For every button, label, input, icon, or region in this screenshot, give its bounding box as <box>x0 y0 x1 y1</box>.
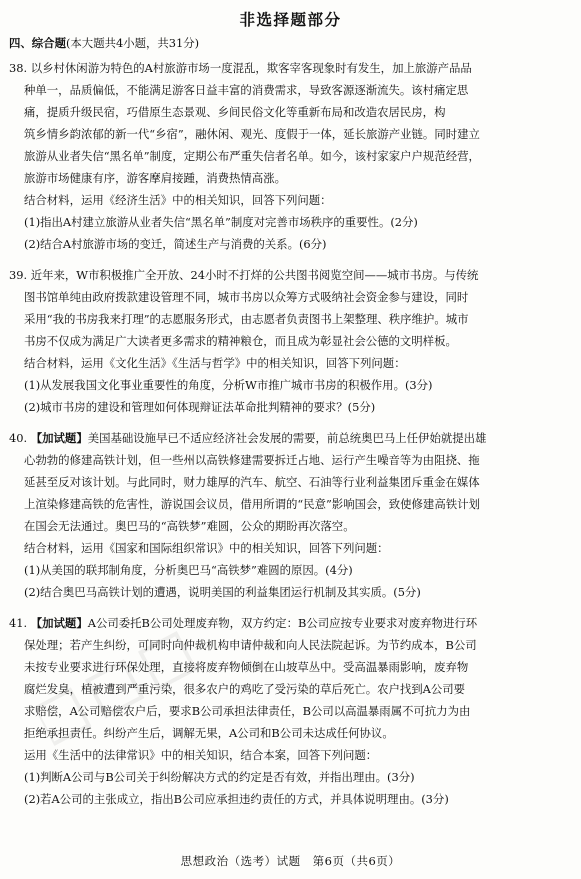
page-footer: 思想政治（选考）试题 第6页（共6页） <box>180 854 401 868</box>
section-note: (本大题共4小题，共31分) <box>65 36 200 50</box>
q40-text-line: 延甚至反对该计划。与此同时，财力雄厚的汽车、航空、石油等行业利益集团斥重金在媒体 <box>24 475 480 489</box>
q40-text-line: 上渲染修建高铁的危害性，游说国会议员，借用所谓的“民意”影响国会，致使修建高铁计划 <box>24 497 480 511</box>
q38-subquestion-1: (1)指出A村建立旅游从业者失信“黑名单”制度对完善市场秩序的重要性。(2分) <box>24 215 418 229</box>
q39-subquestion-1: (1)从发展我国文化事业重要性的角度，分析W市推广城市书房的积极作用。(3分) <box>24 378 433 392</box>
q41-subquestion-1: (1)判断A公司与B公司关于纠纷解决方式的约定是否有效，并指出理由。(3分) <box>24 770 415 784</box>
q41-subquestion-2: (2)若A公司的主张成立，指出B公司应承担违约责任的方式，并具体说明理由。(3分) <box>24 792 449 806</box>
q41-text-line: 求赔偿，A公司赔偿农户后，要求B公司承担法律责任，B公司以高温暴雨属不可抗力为由 <box>24 704 471 718</box>
q39-text-line: 书房不仅成为满足广大读者更多需求的精神粮仓，而且成为彰显社会公德的文明样板。 <box>24 334 457 348</box>
q40-text-line: 在国会无法通过。奥巴马的“高铁梦”难圆，公众的期盼再次落空。 <box>24 519 355 533</box>
q41-tag: 【加试题】 <box>30 616 88 630</box>
q38-subquestion-2: (2)结合A村旅游市场的变迁，简述生产与消费的关系。(6分) <box>24 237 327 251</box>
q38-text-line: 旅游市场健康有序，游客摩肩接踵，消费热情高涨。 <box>24 171 286 185</box>
q40-instruction: 结合材料，运用《国家和国际组织常识》中的相关知识，回答下列问题： <box>24 541 389 555</box>
section-heading <box>9 32 581 54</box>
q38-text-line: 痛，提质升级民宿，巧借原生态景观、乡间民俗文化等重新布局和改造农居民房，构 <box>24 105 446 119</box>
q41-first-text: A公司委托B公司处理废弃物，双方约定：B公司应按专业要求对废弃物进行环 <box>87 616 478 630</box>
q39-instruction: 结合材料，运用《文化生活》《生活与哲学》中的相关知识，回答下列问题： <box>24 356 406 370</box>
q40-first-line: 40. 【加试题】美国基础设施早已不适应经济社会发展的需要，前总统奥巴马上任伊始就提出雄 <box>9 431 487 445</box>
q39-text-line: 采用“我的书房我来打理”的志愿服务形式，由志愿者负责图书上架整理、秩序维护。城市 <box>24 312 469 326</box>
page-title: 非选择题部分 <box>239 11 342 29</box>
q40-subquestion-1: (1)从美国的联邦制角度，分析奥巴马“高铁梦”难圆的原因。(4分) <box>24 563 353 577</box>
q41-first-line: 41. 【加试题】A公司委托B公司处理废弃物，双方约定：B公司应按专业要求对废弃物进行环 <box>9 616 478 630</box>
q38-text-line: 38. 以乡村休闲游为特色的A村旅游市场一度混乱，欺客宰客现象时有发生，加上旅游产品品 <box>9 61 472 75</box>
q40-first-text: 美国基础设施早已不适应经济社会发展的需要，前总统奥巴马上任伊始就提出雄 <box>87 431 487 445</box>
q41-text-line: 保处理；若产生纠纷，可同时向仲裁机构申请仲裁和向人民法院起诉。为节约成本，B公司 <box>24 638 477 652</box>
q41-text-line: 腐烂发臭，植被遭到严重污染，很多农户的鸡吃了受污染的草后死亡。农户找到A公司要 <box>24 682 466 696</box>
q39-subquestion-2: (2)城市书房的建设和管理如何体现辩证法革命批判精神的要求？(5分) <box>24 400 376 414</box>
q38-text-line: 种单一，品质偏低，不能满足游客日益丰富的消费需求，导致客源逐渐流失。该村痛定思 <box>24 83 469 97</box>
q40-text-line: 心勃勃的修建高铁计划，但一些州以高铁修建需要拆迁占地、运行产生噪音等为由阻挠、拖 <box>24 453 480 467</box>
q40-subquestion-2: (2)结合奥巴马高铁计划的遭遇，说明美国的利益集团运行机制及其实质。(5分) <box>24 585 421 599</box>
q41-text-line: 未按专业要求进行环保处理，直接将废弃物倾倒在山坡草丛中。受高温暴雨影响，废弃物 <box>24 660 469 674</box>
section-heading-label: 四、综合题 <box>9 36 66 50</box>
q38-text-line: 筑乡情乡韵浓郁的新一代“乡宿”，融休闲、观光、度假于一体，延长旅游产业链。同时建立 <box>24 127 480 141</box>
q39-text-line: 图书馆单纯由政府拨款建设管理不同，城市书房以众筹方式吸纳社会资金参与建设，同时 <box>24 290 469 304</box>
q38-text-line: 旅游从业者失信“黑名单”制度，定期公布严重失信者名单。如今，该村家家户户规范经营， <box>24 149 480 163</box>
q41-text-line: 拒绝承担责任。纠纷产生后，调解无果，A公司和B公司未达成任何协议。 <box>24 726 394 740</box>
q38-instruction: 结合材料，运用《经济生活》中的相关知识，回答下列问题： <box>24 193 332 207</box>
q39-text-line: 39. 近年来，W市积极推广全开放、24小时不打烊的公共图书阅览空间——城市书房。与传统 <box>9 268 479 282</box>
q41-instruction: 运用《生活中的法律常识》中的相关知识，结合本案，回答下列问题： <box>24 748 378 762</box>
q40-tag: 【加试题】 <box>30 431 88 445</box>
